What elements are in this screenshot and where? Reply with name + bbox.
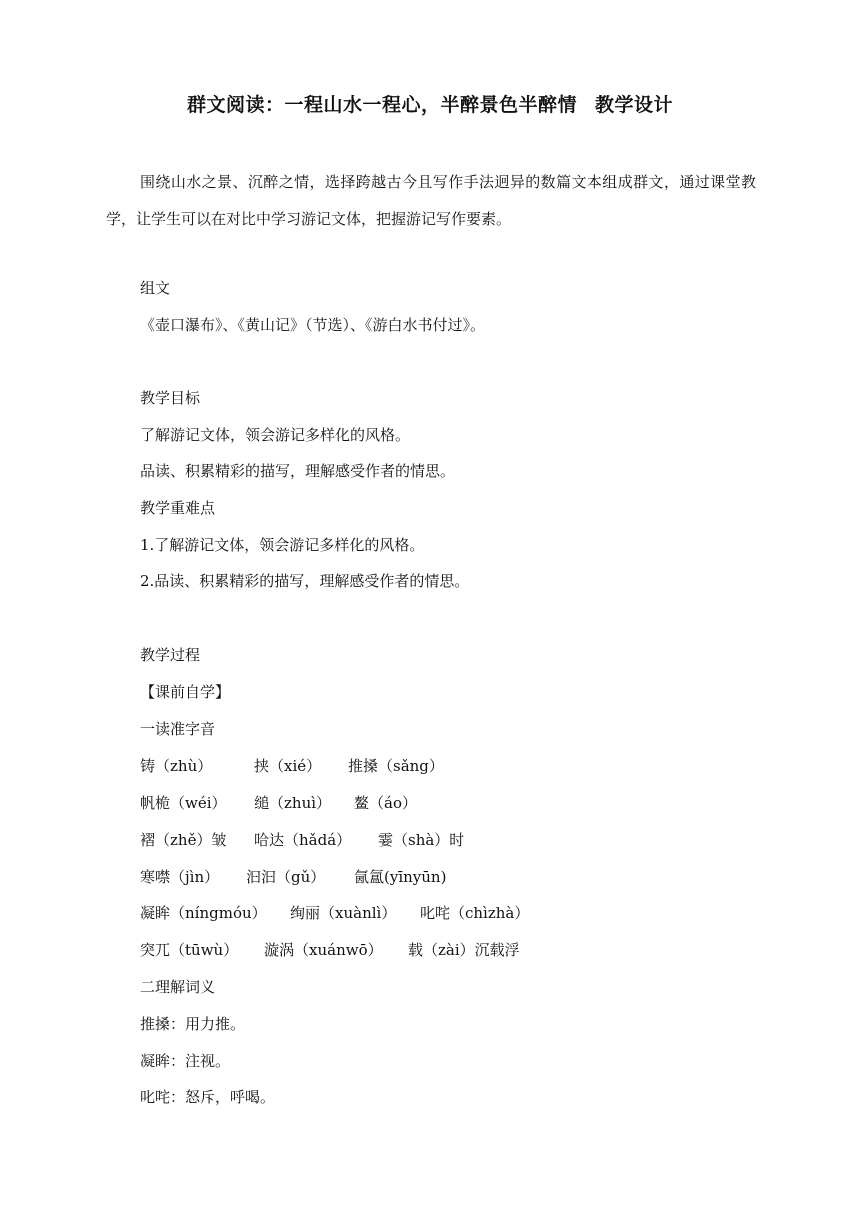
pron-item: 漩涡（xuánwō）	[264, 941, 383, 959]
intro-paragraph: 围绕山水之景、沉醉之情，选择跨越古今且写作手法迥异的数篇文本组成群文，通过课堂教学，让学生可以在对比中学习游记文体，把握游记写作要素。	[106, 173, 756, 228]
key-item-1: 1.了解游记文体，领会游记多样化的风格。	[140, 536, 425, 554]
pron-item: 绚丽（xuànlì）	[290, 904, 397, 922]
pron-item: 叱咤（chìzhà）	[420, 904, 530, 922]
zuwen-heading: 组文	[140, 279, 171, 297]
vocab-heading: 二理解词义	[140, 978, 216, 996]
pron-item: 突兀（tūwù）	[140, 941, 239, 959]
pron-item: 推搡（sǎng）	[348, 757, 444, 775]
pron-item: 挟（xié）	[254, 757, 322, 775]
preclass-heading: 【课前自学】	[140, 683, 231, 701]
pronunciation-heading: 一读准字音	[140, 720, 216, 738]
zuwen-text: 《壶口瀑布》、《黄山记》（节选）、《游白水书付过》。	[140, 316, 486, 334]
pron-item: 褶（zhě）皱	[140, 831, 227, 849]
pron-item: 铸（zhù）	[140, 757, 213, 775]
pron-item: 鳌（áo）	[354, 794, 417, 812]
pron-item: 霎（shà）时	[378, 831, 465, 849]
pron-item: 哈达（hǎdá）	[254, 831, 352, 849]
pron-item: 汩汩（gǔ）	[246, 868, 326, 886]
process-heading: 教学过程	[140, 646, 201, 664]
title-main: 群文阅读：一程山水一程心，半醉景色半醉情	[186, 94, 577, 116]
vocab-item: 推搡：用力推。	[140, 1015, 246, 1033]
pron-item: 氤氲(yīnyūn)	[354, 868, 447, 886]
key-heading: 教学重难点	[140, 499, 216, 517]
pron-item: 载（zài）沉载浮	[408, 941, 520, 959]
goal-item-1: 了解游记文体，领会游记多样化的风格。	[140, 426, 411, 444]
goal-heading: 教学目标	[140, 389, 201, 407]
key-item-2: 2.品读、积累精彩的描写，理解感受作者的情思。	[140, 572, 470, 590]
pron-item: 帆桅（wéi）	[140, 794, 227, 812]
pron-item: 寒噤（jìn）	[140, 868, 220, 886]
vocab-item: 叱咤：怒斥，呼喝。	[140, 1088, 276, 1106]
goal-item-2: 品读、积累精彩的描写，理解感受作者的情思。	[140, 462, 456, 480]
title-suffix: 教学设计	[595, 94, 674, 116]
pron-item: 缒（zhuì）	[254, 794, 332, 812]
pron-item: 凝眸（níngmóu）	[140, 904, 267, 922]
vocab-item: 凝眸：注视。	[140, 1052, 231, 1070]
document-title	[0, 90, 860, 117]
